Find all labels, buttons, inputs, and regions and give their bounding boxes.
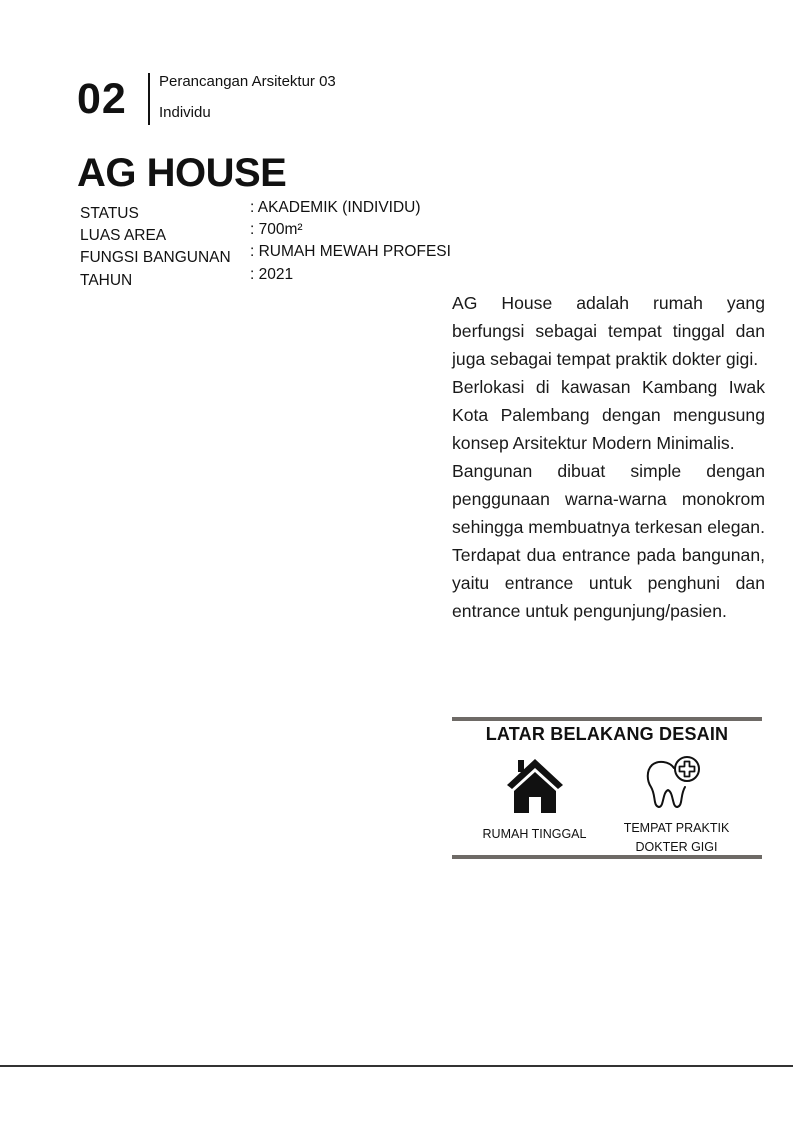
tooth-icon: [643, 755, 703, 811]
info-labels: [80, 203, 231, 292]
project-type: Individu: [159, 104, 211, 121]
info-value-area: : 700m²: [250, 221, 303, 239]
course-name: Perancangan Arsitektur 03: [159, 73, 336, 90]
info-value-year: : 2021: [250, 265, 294, 283]
info-label-area: LUAS AREA: [80, 227, 167, 245]
info-label-year: TAHUN: [80, 271, 133, 289]
info-values: [250, 197, 451, 286]
project-description: [452, 289, 765, 625]
divider-top: [452, 717, 762, 721]
section-number: 02: [77, 75, 127, 123]
footer-line: [0, 1065, 793, 1067]
description-paragraph: AG House adalah rumah yang berfungsi sebagai tempat tinggal dan juga sebagai tempat praktik dokter gigi.: [452, 293, 765, 369]
design-background-title: LATAR BELAKANG DESAIN: [485, 724, 729, 744]
house-icon: [506, 758, 564, 814]
project-title: AG HOUSE: [77, 151, 287, 195]
caption-line: DOKTER GIGI: [635, 840, 718, 854]
header-divider: [148, 73, 150, 125]
caption-dental-practice: [609, 819, 744, 857]
info-value-status: : AKADEMIK (INDIVIDU): [250, 199, 421, 216]
info-value-function: : RUMAH MEWAH PROFESI: [250, 243, 451, 261]
info-label-function: FUNGSI BANGUNAN: [80, 249, 231, 267]
info-label-status: STATUS: [80, 205, 139, 222]
caption-line: TEMPAT PRAKTIK: [623, 821, 730, 835]
description-paragraph: Berlokasi di kawasan Kambang Iwak Kota Palembang dengan mengusung konsep Arsitektur Modern Minimalis.: [452, 377, 765, 453]
caption-residence: RUMAH TINGGAL: [482, 827, 587, 841]
description-paragraph: Bangunan dibuat simple dengan penggunaan warna-warna monokrom sehingga membuatnya terkesan elegan. Terdapat dua entrance pada bangunan, yaitu entrance untuk penghuni dan entrance untuk pengunjung/pasien.: [452, 461, 765, 621]
divider-bottom: [452, 855, 762, 859]
